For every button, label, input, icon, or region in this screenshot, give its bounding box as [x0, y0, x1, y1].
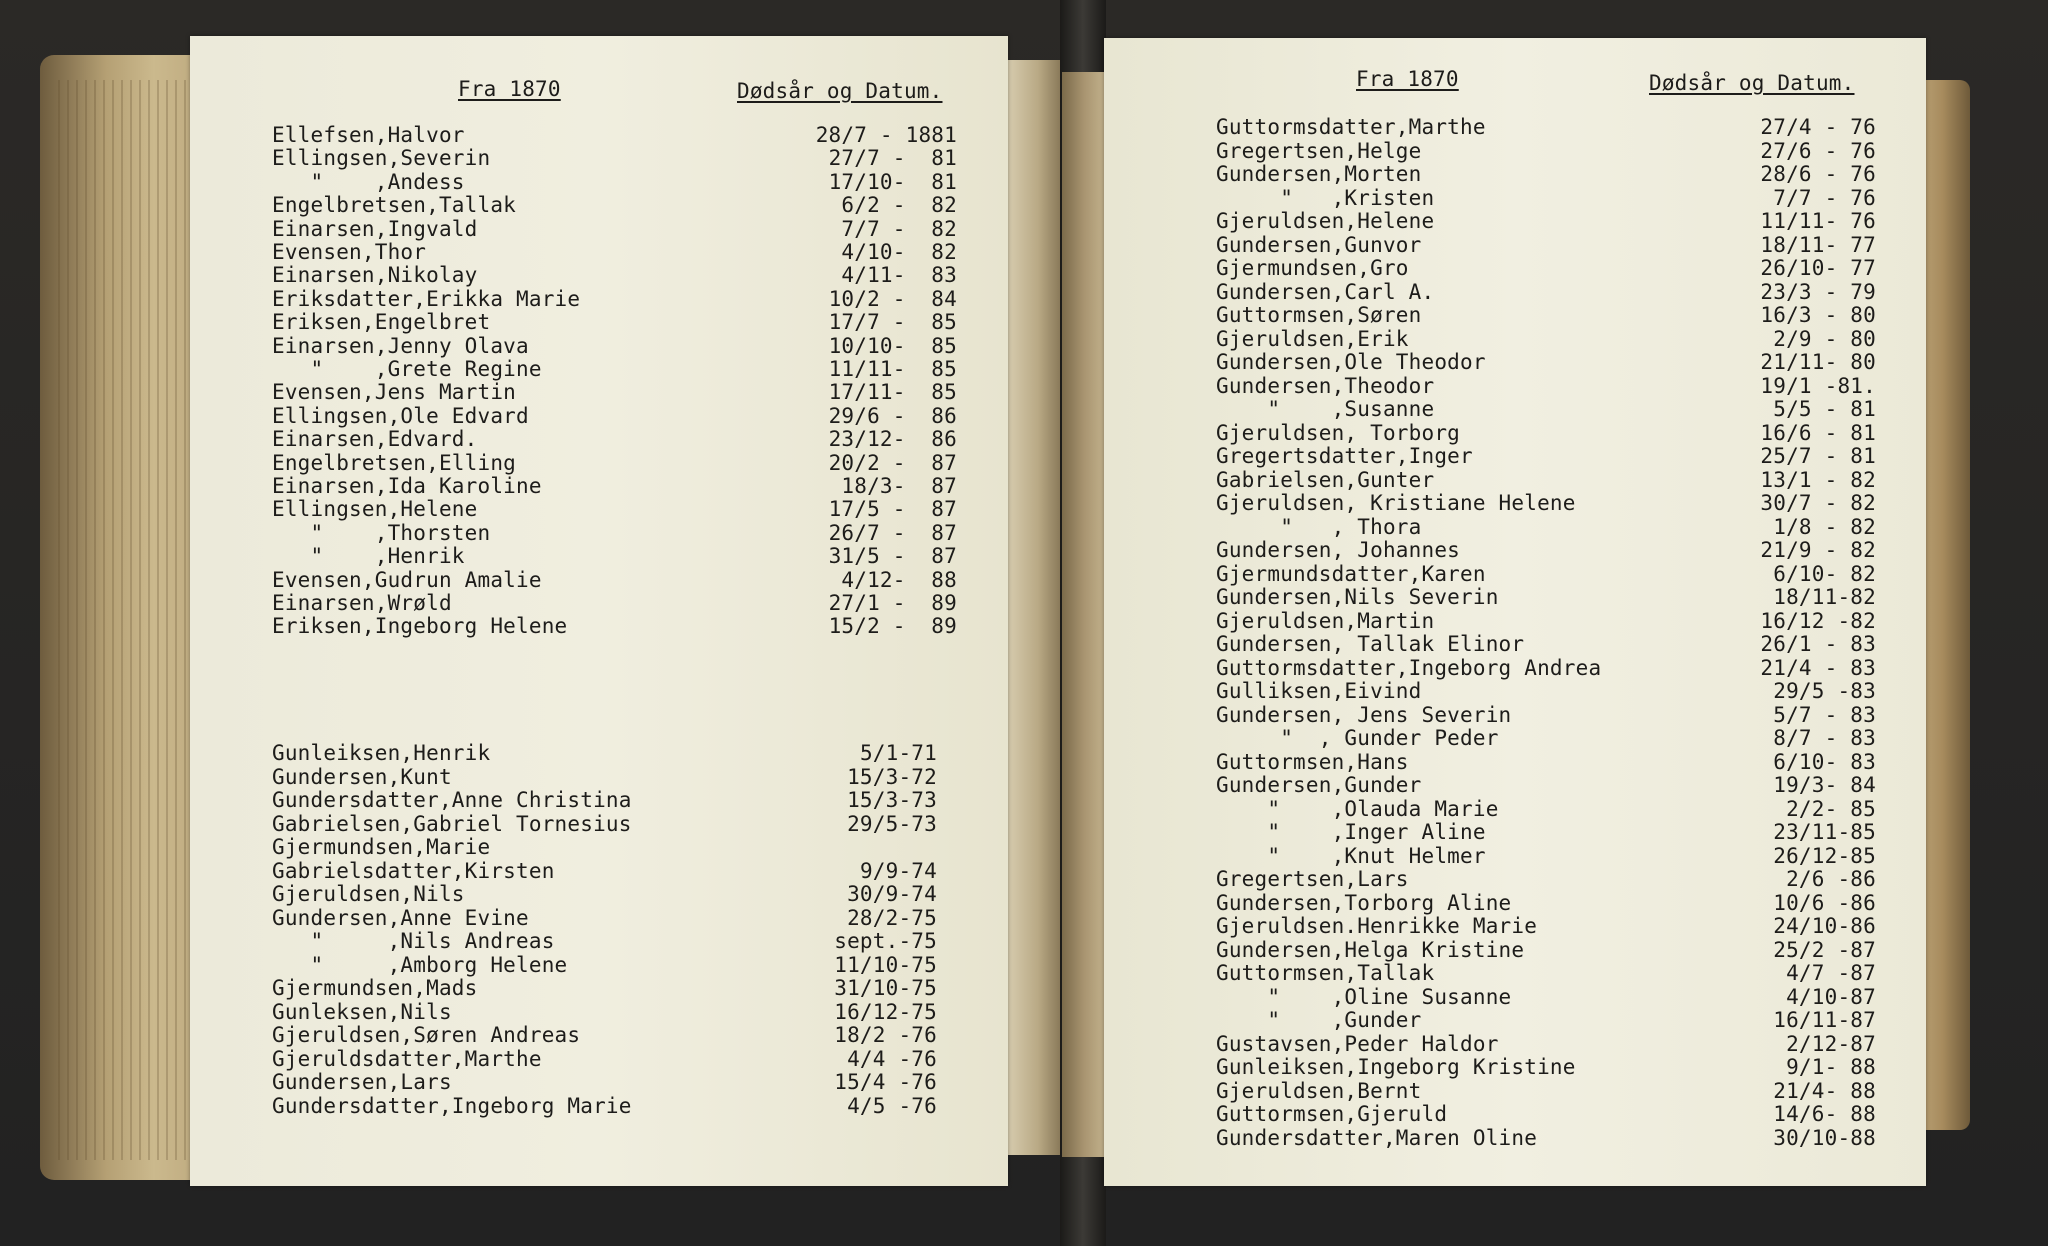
entry-death-date: 31/5 - 87	[828, 544, 957, 569]
register-entry	[272, 171, 957, 194]
register-entry	[1216, 1033, 1876, 1056]
register-entry	[272, 124, 957, 147]
entry-death-date: 6/10- 83	[1773, 749, 1876, 774]
entry-death-date: 21/11- 80	[1760, 350, 1876, 374]
right-register-block	[1216, 116, 1876, 1176]
register-entry	[272, 475, 957, 498]
entry-name: " ,Henrik	[272, 544, 465, 569]
register-entry	[1216, 257, 1876, 280]
entry-death-date: 30/9-74	[847, 882, 937, 906]
register-entry	[1216, 704, 1876, 727]
entry-name: Evensen,Gudrun Amalie	[272, 567, 542, 592]
entry-name: Gjeruldsen,Erik	[1216, 326, 1409, 351]
register-entry	[272, 381, 957, 404]
entry-name: Eriksen,Engelbret	[272, 310, 491, 335]
entry-name: Eriksen,Ingeborg Helene	[272, 614, 568, 639]
entry-death-date: 18/11- 77	[1760, 232, 1876, 257]
entry-name: " ,Gunder	[1216, 1008, 1422, 1032]
entry-death-date: 14/6- 88	[1773, 1102, 1876, 1126]
entry-name: Guttormsen,Tallak	[1216, 961, 1435, 985]
entry-name: Gjeruldsen, Kristiane Helene	[1216, 491, 1576, 515]
entry-name: Gjeruldsdatter,Marthe	[272, 1046, 542, 1071]
register-entry	[1216, 751, 1876, 774]
entry-death-date: 10/10- 85	[828, 333, 957, 358]
register-entry	[272, 813, 937, 836]
entry-death-date: 2/9 - 80	[1773, 326, 1876, 351]
register-entry	[272, 452, 957, 475]
register-entry	[272, 592, 957, 615]
register-entry	[272, 615, 957, 638]
register-entry	[1216, 610, 1876, 633]
entry-death-date: 27/7 - 81	[828, 146, 957, 171]
entry-death-date: 4/10- 82	[841, 240, 957, 264]
entry-name: " ,Olauda Marie	[1216, 796, 1499, 821]
entry-name: Gregertsen,Lars	[1216, 867, 1409, 891]
entry-name: Gunleiksen,Henrik	[272, 741, 491, 765]
register-entry	[1216, 539, 1876, 562]
entry-name: Gundersen,Helga Kristine	[1216, 937, 1525, 962]
entry-death-date: 4/10-87	[1786, 984, 1876, 1009]
register-entry	[272, 954, 937, 977]
entry-name: Einarsen,Ingvald	[272, 216, 478, 241]
entry-name: Gjeruldsen.Henrikke Marie	[1216, 914, 1538, 938]
entry-name: " ,Inger Aline	[1216, 820, 1486, 844]
register-entry	[1216, 939, 1876, 962]
entry-death-date: 20/2 - 87	[828, 450, 957, 475]
register-entry	[1216, 1103, 1876, 1126]
left-header-period: Fra 1870	[458, 77, 561, 101]
entry-death-date: 23/3 - 79	[1760, 279, 1876, 304]
register-entry	[1216, 845, 1876, 868]
entry-name: " ,Kristen	[1216, 185, 1435, 210]
entry-name: Gundersen,Lars	[272, 1070, 452, 1094]
entry-death-date: 5/5 - 81	[1773, 397, 1876, 421]
register-entry	[1216, 516, 1876, 539]
register-entry	[272, 930, 937, 953]
entry-death-date: 4/5 -76	[847, 1093, 937, 1118]
entry-name: Gunleksen,Nils	[272, 999, 452, 1024]
entry-death-date: 26/10- 77	[1760, 256, 1876, 280]
entry-name: Ellingsen,Helene	[272, 497, 478, 522]
entry-death-date: 15/2 - 89	[828, 614, 957, 639]
entry-death-date: 25/7 - 81	[1760, 444, 1876, 468]
entry-death-date: 16/12 -82	[1760, 608, 1876, 633]
entry-name: Gundersdatter,Ingeborg Marie	[272, 1093, 632, 1118]
entry-name: Einarsen,Ida Karoline	[272, 474, 542, 498]
entry-name: Gunleiksen,Ingeborg Kristine	[1216, 1055, 1576, 1079]
right-page	[1104, 38, 1926, 1186]
entry-death-date: 6/10- 82	[1773, 561, 1876, 586]
entry-death-date: 27/1 - 89	[828, 591, 957, 615]
register-entry	[272, 522, 957, 545]
register-entry	[1216, 140, 1876, 163]
entry-death-date: 24/10-86	[1773, 914, 1876, 938]
register-entry	[1216, 821, 1876, 844]
entry-name: Gjeruldsen, Torborg	[1216, 420, 1461, 445]
entry-death-date: 1/8 - 82	[1773, 514, 1876, 539]
entry-death-date: 27/4 - 76	[1760, 115, 1876, 139]
entry-death-date: 18/2 -76	[834, 1023, 937, 1047]
entry-name: Gundersen,Gunder	[1216, 773, 1422, 797]
entry-name: Gundersdatter,Maren Oline	[1216, 1125, 1538, 1150]
entry-death-date: 18/3- 87	[841, 474, 957, 498]
entry-death-date: 21/4- 88	[1773, 1078, 1876, 1103]
entry-death-date: 19/3- 84	[1773, 773, 1876, 797]
register-entry	[1216, 375, 1876, 398]
entry-name: Guttormsdatter,Ingeborg Andrea	[1216, 655, 1602, 680]
entry-death-date: 2/6 -86	[1786, 867, 1876, 891]
entry-death-date: 6/2 - 82	[841, 193, 957, 218]
register-entry	[1216, 1009, 1876, 1032]
entry-name: Gundersen,Torborg Aline	[1216, 890, 1512, 915]
entry-name: Gabrielsdatter,Kirsten	[272, 858, 555, 883]
entry-death-date: 8/7 - 83	[1773, 726, 1876, 750]
register-entry	[272, 1095, 937, 1118]
register-entry	[1216, 868, 1876, 891]
entry-name: " ,Susanne	[1216, 397, 1435, 421]
entry-death-date: 16/11-87	[1773, 1008, 1876, 1032]
register-entry	[272, 1001, 937, 1024]
entry-death-date: 4/4 -76	[847, 1046, 937, 1071]
register-entry	[1216, 492, 1876, 515]
entry-death-date: 25/2 -87	[1773, 937, 1876, 962]
entry-death-date: 11/10-75	[834, 952, 937, 977]
entry-name: " ,Oline Susanne	[1216, 984, 1512, 1009]
entry-name: Gjermundsen,Marie	[272, 835, 491, 859]
entry-death-date: 11/11- 76	[1760, 209, 1876, 233]
entry-name: Gundersen,Kunt	[272, 764, 452, 789]
register-entry	[272, 335, 957, 358]
entry-name: Gregertsen,Helge	[1216, 138, 1422, 163]
register-entry	[1216, 469, 1876, 492]
book-gutter-left	[1005, 60, 1060, 1155]
entry-name: Guttormsen,Søren	[1216, 303, 1422, 327]
register-entry	[272, 194, 957, 217]
register-entry	[272, 907, 937, 930]
entry-death-date: 31/10-75	[834, 976, 937, 1000]
entry-name: Gabrielsen,Gabriel Tornesius	[272, 811, 632, 836]
entry-name: " ,Thorsten	[272, 520, 491, 545]
entry-death-date: 15/3-72	[847, 764, 937, 789]
entry-death-date: 21/9 - 82	[1760, 538, 1876, 562]
register-entry	[1216, 116, 1876, 139]
entry-death-date: 27/6 - 76	[1760, 138, 1876, 163]
entry-name: Gjeruldsen,Bernt	[1216, 1078, 1422, 1103]
entry-name: Gjermundsdatter,Karen	[1216, 561, 1486, 586]
entry-name: " , Gunder Peder	[1216, 726, 1499, 750]
entry-death-date: 15/4 -76	[834, 1070, 937, 1094]
entry-death-date: 26/7 - 87	[828, 520, 957, 545]
entry-name: Gundersen,Theodor	[1216, 373, 1435, 398]
entry-name: Gundersen,Morten	[1216, 162, 1422, 186]
entry-name: Evensen,Jens Martin	[272, 380, 517, 405]
register-entry	[272, 569, 957, 592]
entry-death-date: 10/6 -86	[1773, 890, 1876, 915]
register-entry	[272, 545, 957, 568]
entry-death-date: 21/4 - 83	[1760, 655, 1876, 680]
register-entry	[272, 218, 957, 241]
entry-name: " ,Grete Regine	[272, 357, 542, 381]
entry-name: Gregertsdatter,Inger	[1216, 444, 1473, 468]
entry-name: Guttormsen,Gjeruld	[1216, 1102, 1448, 1126]
register-entry	[272, 147, 957, 170]
register-entry	[1216, 445, 1876, 468]
entry-name: Guttormsen,Hans	[1216, 749, 1409, 774]
register-entry	[1216, 892, 1876, 915]
entry-death-date: 9/9-74	[859, 858, 937, 883]
entry-name: " ,Andess	[272, 169, 465, 194]
register-entry	[1216, 657, 1876, 680]
entry-name: Gundersen,Nils Severin	[1216, 585, 1499, 609]
entry-death-date: 13/1 - 82	[1760, 467, 1876, 492]
register-entry	[272, 241, 957, 264]
entry-name: Einarsen,Wrøld	[272, 591, 452, 615]
register-entry	[272, 836, 937, 859]
entry-name: Gustavsen,Peder Haldor	[1216, 1031, 1499, 1056]
entry-death-date: 29/5 -83	[1773, 679, 1876, 703]
entry-death-date: 2/2- 85	[1786, 796, 1876, 821]
register-entry	[272, 428, 957, 451]
entry-death-date: sept.-75	[834, 929, 937, 953]
register-entry	[1216, 727, 1876, 750]
entry-name: Gundersen,Anne Evine	[272, 905, 529, 930]
register-entry	[272, 358, 957, 381]
register-entry	[272, 883, 937, 906]
entry-death-date: 26/1 - 83	[1760, 632, 1876, 656]
register-entry	[1216, 163, 1876, 186]
entry-name: Gulliksen,Eivind	[1216, 679, 1422, 703]
left-register-block-g	[272, 742, 937, 1142]
register-entry	[272, 1024, 937, 1047]
entry-death-date: 16/3 - 80	[1760, 303, 1876, 327]
entry-name: Ellingsen,Severin	[272, 146, 491, 171]
entry-death-date: 17/7 - 85	[828, 310, 957, 335]
register-entry	[1216, 680, 1876, 703]
entry-name: Gundersen,Gunvor	[1216, 232, 1422, 257]
register-entry	[1216, 234, 1876, 257]
entry-death-date: 4/11- 83	[841, 263, 957, 288]
entry-name: Gjeruldsen,Martin	[1216, 608, 1435, 633]
entry-death-date: 11/11- 85	[828, 357, 957, 381]
register-entry	[1216, 563, 1876, 586]
register-entry	[272, 742, 937, 765]
entry-name: Gundersen, Tallak Elinor	[1216, 632, 1525, 656]
entry-death-date: 19/1 -81.	[1760, 373, 1876, 398]
entry-death-date: 2/12-87	[1786, 1031, 1876, 1056]
left-register-block-e	[272, 124, 957, 684]
register-entry	[1216, 398, 1876, 421]
entry-name: Einarsen,Edvard.	[272, 427, 478, 452]
entry-death-date: 10/2 - 84	[828, 286, 957, 311]
book-gutter-right	[1062, 72, 1107, 1157]
register-entry	[272, 311, 957, 334]
entry-name: Engelbretsen,Tallak	[272, 193, 517, 218]
register-entry	[1216, 633, 1876, 656]
register-entry	[1216, 915, 1876, 938]
entry-death-date: 4/7 -87	[1786, 961, 1876, 985]
register-entry	[272, 1048, 937, 1071]
register-entry	[1216, 328, 1876, 351]
entry-death-date: 18/11-82	[1773, 585, 1876, 609]
entry-death-date: 23/12- 86	[828, 427, 957, 452]
entry-name: Gundersen, Johannes	[1216, 538, 1461, 562]
entry-name: " ,Knut Helmer	[1216, 843, 1486, 868]
right-header-period: Fra 1870	[1356, 67, 1459, 91]
register-entry	[272, 789, 937, 812]
entry-death-date: 5/7 - 83	[1773, 702, 1876, 727]
register-entry	[272, 766, 937, 789]
register-entry	[1216, 351, 1876, 374]
entry-name: Gabrielsen,Gunter	[1216, 467, 1435, 492]
register-entry	[1216, 1080, 1876, 1103]
register-entry	[1216, 774, 1876, 797]
entry-death-date: 17/10- 81	[828, 169, 957, 194]
register-entry	[1216, 798, 1876, 821]
entry-name: " , Thora	[1216, 514, 1422, 539]
entry-death-date: 29/5-73	[847, 811, 937, 836]
register-entry	[1216, 422, 1876, 445]
entry-name: Gjeruldsen,Nils	[272, 882, 465, 906]
register-entry	[1216, 986, 1876, 1009]
entry-death-date: 28/2-75	[847, 905, 937, 930]
register-entry	[272, 1071, 937, 1094]
register-entry	[1216, 187, 1876, 210]
entry-name: Gundersen,Carl A.	[1216, 279, 1435, 304]
register-entry	[1216, 962, 1876, 985]
entry-death-date: 5/1-71	[859, 741, 937, 765]
register-entry	[272, 405, 957, 428]
left-header-death-date: Dødsår og Datum.	[737, 79, 943, 103]
entry-death-date: 9/1- 88	[1786, 1055, 1876, 1079]
entry-death-date: 29/6 - 86	[828, 403, 957, 428]
entry-name: Gundersen, Jens Severin	[1216, 702, 1512, 727]
register-entry	[272, 498, 957, 521]
entry-death-date: 28/6 - 76	[1760, 162, 1876, 186]
register-entry	[1216, 210, 1876, 233]
entry-name: Gjermundsen,Mads	[272, 976, 478, 1000]
entry-death-date: 28/7 - 1881	[815, 123, 957, 147]
entry-name: Eriksdatter,Erikka Marie	[272, 286, 581, 311]
entry-name: Engelbretsen,Elling	[272, 450, 517, 475]
register-entry	[1216, 1127, 1876, 1150]
register-entry	[272, 860, 937, 883]
entry-name: Gjermundsen,Gro	[1216, 256, 1409, 280]
right-header-death-date: Dødsår og Datum.	[1649, 71, 1855, 95]
entry-death-date: 7/7 - 82	[841, 216, 957, 241]
entry-death-date: 30/10-88	[1773, 1125, 1876, 1150]
register-entry	[1216, 586, 1876, 609]
entry-name: " ,Nils Andreas	[272, 929, 555, 953]
entry-name: Einarsen,Jenny Olava	[272, 333, 529, 358]
register-entry	[272, 288, 957, 311]
entry-death-date: 17/11- 85	[828, 380, 957, 405]
entry-name: Gundersen,Ole Theodor	[1216, 350, 1486, 374]
entry-death-date: 16/6 - 81	[1760, 420, 1876, 445]
entry-name: Einarsen,Nikolay	[272, 263, 478, 288]
left-page	[190, 36, 1008, 1186]
entry-name: Gjeruldsen,Søren Andreas	[272, 1023, 581, 1047]
entry-death-date: 26/12-85	[1773, 843, 1876, 868]
entry-name: Guttormsdatter,Marthe	[1216, 115, 1486, 139]
entry-name: Ellefsen,Halvor	[272, 123, 465, 147]
entry-death-date: 7/7 - 76	[1773, 185, 1876, 210]
entry-death-date: 16/12-75	[834, 999, 937, 1024]
entry-name: Gundersdatter,Anne Christina	[272, 788, 632, 812]
entry-name: " ,Amborg Helene	[272, 952, 568, 977]
register-entry	[1216, 1056, 1876, 1079]
entry-name: Evensen,Thor	[272, 240, 427, 264]
entry-name: Ellingsen,Ole Edvard	[272, 403, 529, 428]
entry-death-date: 30/7 - 82	[1760, 491, 1876, 515]
entry-death-date: 17/5 - 87	[828, 497, 957, 522]
register-entry	[1216, 281, 1876, 304]
register-entry	[272, 264, 957, 287]
entry-death-date: 23/11-85	[1773, 820, 1876, 844]
register-entry	[272, 977, 937, 1000]
entry-death-date: 15/3-73	[847, 788, 937, 812]
entry-death-date: 4/12- 88	[841, 567, 957, 592]
register-entry	[1216, 304, 1876, 327]
entry-name: Gjeruldsen,Helene	[1216, 209, 1435, 233]
